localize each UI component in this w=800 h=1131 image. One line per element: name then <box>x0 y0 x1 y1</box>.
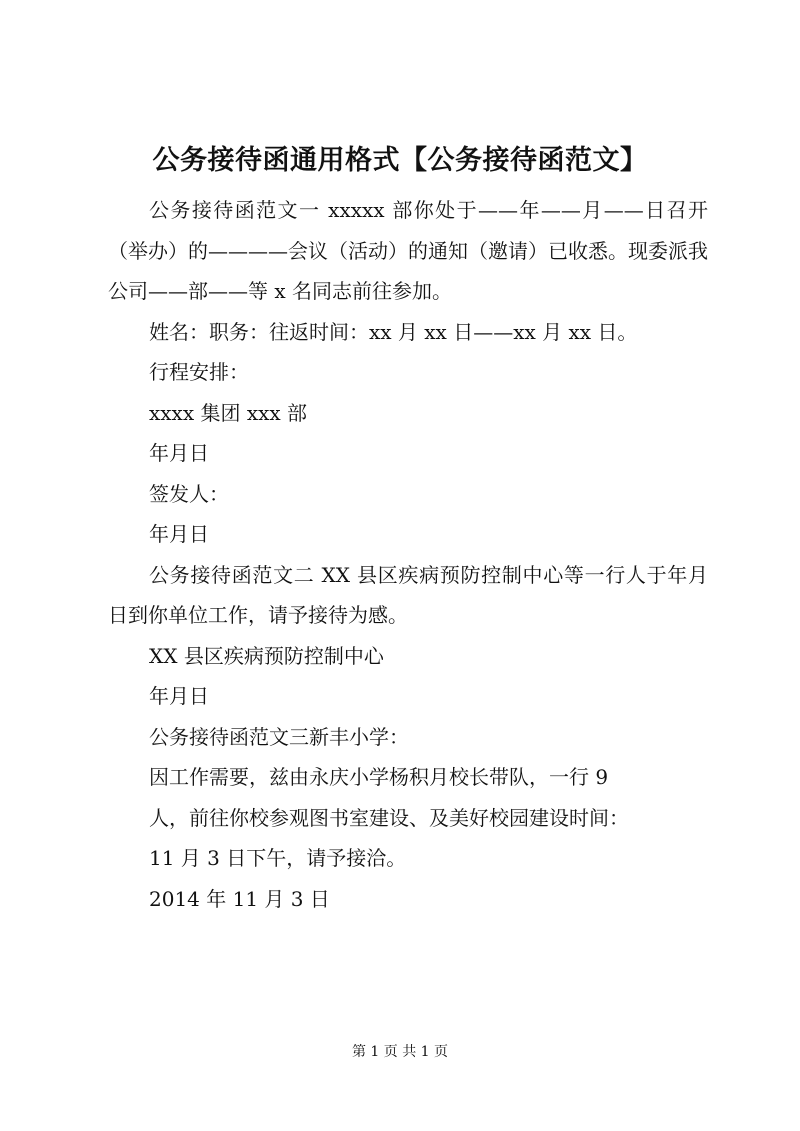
paragraph-date-two: 年月日 <box>149 522 209 546</box>
document-body <box>108 190 708 919</box>
paragraph-letter-three-line-two: 人，前往你校参观图书室建设、及美好校园建设时间： <box>149 805 629 830</box>
paragraph-letter-three-line-three: 11 月 3 日下午，请予接洽。 <box>149 846 407 870</box>
paragraph-date-one: 年月日 <box>149 441 209 465</box>
page-title: 公务接待函通用格式【公务接待函范文】 <box>152 145 648 176</box>
paragraph-sender-department: xxxx 集团 xxx 部 <box>149 400 308 425</box>
paragraph-name-position-time: 姓名：职务：往返时间：xx 月 xx 日——xx 月 xx 日。 <box>149 319 638 344</box>
paragraph-final-date: 2014 年 11 月 3 日 <box>149 886 330 911</box>
paragraph-itinerary-label: 行程安排： <box>149 360 249 384</box>
paragraph-date-three: 年月日 <box>149 684 209 708</box>
paragraph-letter-three-line-one: 因工作需要，兹由永庆小学杨积月校长带队，一行 9 <box>149 765 609 789</box>
paragraph-letter-one: 公务接待函范文一 xxxxx 部你处于——年——月——日召开（举办）的————会议（活动）的通知（邀请）已收悉。现委派我公司——部——等 x 名同志前往参加。 <box>108 198 708 303</box>
paragraph-letter-three-heading: 公务接待函范文三新丰小学： <box>149 724 409 749</box>
paragraph-cdc-sender: XX 县区疾病预防控制中心 <box>149 643 384 668</box>
page-number-footer: 第 1 页 共 1 页 <box>351 1044 449 1060</box>
paragraph-signatory: 签发人： <box>149 481 229 506</box>
paragraph-letter-two: 公务接待函范文二 XX 县区疾病预防控制中心等一行人于年月日到你单位工作，请予接待为感。 <box>108 562 708 627</box>
